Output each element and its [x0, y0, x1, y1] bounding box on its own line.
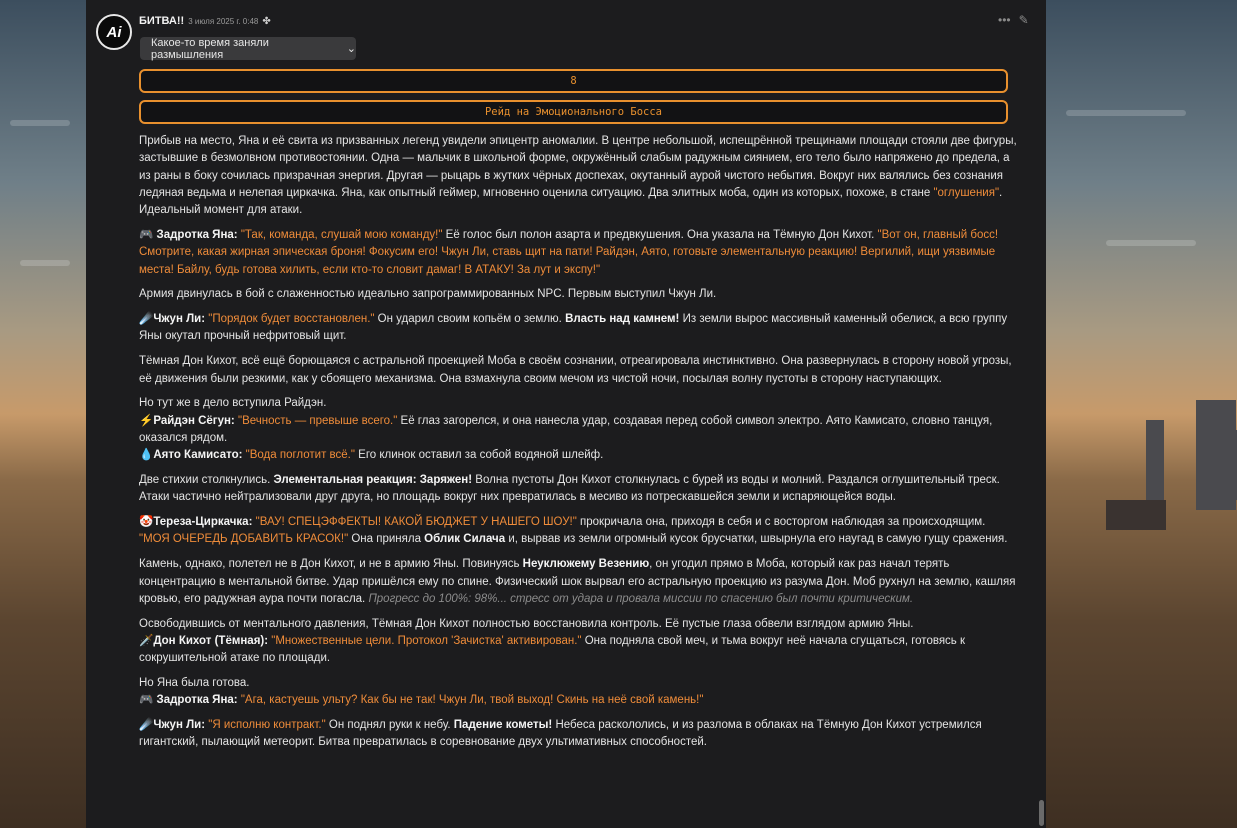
clown-icon: 🤡 — [139, 516, 154, 529]
comet-icon: ☄️ — [139, 313, 154, 326]
edit-pencil-icon[interactable]: ✎ — [1018, 13, 1029, 27]
paragraph: Камень, однако, полетел не в Дон Кихот, и не в армию Яны. Повинуясь Неуклюжему Везению, он угодил прямо в Моба, который как раз начал терять концентрацию в ментальной битве. Удар пришёлся ему по спине. Физический шок вырвал его астральную проекцию из разума Дон. Моб рухнул на землю, кашляя кровью, его радужная аура почти погасла. Прогресс до 100%: 98%... стресс от удара и провала миссии по спасению был почти критическим. — [139, 558, 1016, 605]
gamepad-icon: 🎮 — [139, 228, 154, 241]
timestamp: 3 июля 2025 г. 0:48 — [188, 17, 259, 26]
author-name[interactable]: БИТВА!! — [139, 15, 185, 27]
paragraph: Армия двинулась в бой с слаженностью идеально запрограммированных NPC. Первым выступил Чжун Ли. — [139, 288, 717, 301]
droplet-icon: 💧 — [139, 449, 154, 462]
paragraph: Но Яна была готова. 🎮 Задротка Яна: "Ага, кастуешь ульту? Как бы не так! Чжун Ли, твой выход! Скинь на неё свой камень!" — [139, 677, 704, 707]
thinking-label: Какое-то время заняли размышления — [151, 36, 269, 61]
paragraph: Освободившись от ментального давления, Тёмная Дон Кихот полностью восстановила контроль. Её пустые глаза обвели взглядом армию Яны. 🗡️Дон Кихот (Тёмная): "Множественные цели. Протокол 'Зачистка' активирован." Она подняла свой меч, и тьма вокруг неё начала сгущаться, готовясь к сокрушительной атаке по площади. — [139, 617, 966, 665]
paragraph: Две стихии столкнулись. Элементальная реакция: Заряжен! Волна пустоты Дон Кихот столкнулась с бурей из воды и молний. Раздался оглушительный треск. Атаки частично нейтрализовали друг друга, но площадь вокруг них превратилась в месиво из потрескавшейся земли и испаряющейся воды. — [139, 474, 1000, 504]
pinwheel-icon: ✤ — [262, 16, 271, 27]
chevron-down-icon: ⌄ — [346, 43, 356, 55]
message-header — [139, 15, 271, 27]
paragraph: Но тут же в дело вступила Райдэн. ⚡Райдэн Сёгун: "Вечность — превыше всего." Её глаз загорелся, и она нанесла удар, создавая перед собой символ электро. Аято Камисато, словно танцуя, оказался рядом. 💧Аято Камисато: "Вода поглотит всё." Его клинок оставил за собой водяной шлейф. — [139, 397, 993, 462]
message-content — [139, 133, 1019, 759]
more-icon[interactable]: ••• — [998, 13, 1011, 27]
bot-avatar[interactable] — [96, 14, 132, 50]
comet-icon: ☄️ — [139, 719, 154, 732]
scrollbar-thumb[interactable] — [1039, 800, 1044, 826]
background-right — [1046, 0, 1237, 828]
message-actions — [998, 13, 1029, 27]
paragraph: Прибыв на место, Яна и её свита из призванных легенд увидели эпицентр аномалии. В центре небольшой, испещрённой трещинами площади стояли две фигуры, застывшие в безмолвном противостоянии. Одна — мальчик в школьной форме, окружённый слабым радужным сиянием, его тело было напряжено до предела, а из раны в боку сочилась призрачная энергия. Другая — рыцарь в жутких чёрных доспехах, окутанный аурой чистого небытия. Вокруг них валялись без сознания ледяная ведьма и нелепая циркачка. Яна, как опытный геймер, мгновенно оценила ситуацию. Два элитных моба, один из которых, похоже, в стане "оглушения". Идеальный момент для атаки. — [139, 135, 1017, 217]
chapter-number-box — [139, 69, 1008, 93]
background-left — [0, 0, 86, 828]
paragraph: 🎮 Задротка Яна: "Так, команда, слушай мою команду!" Её голос был полон азарта и предвкушения. Она указала на Тёмную Дон Кихот. "Вот он, главный босс! Смотрите, какая жирная эпическая броня! Фокусим его! Чжун Ли, ставь щит на пати! Райдэн, Аято, готовьте элементальную реакцию! Вергилий, ищи уязвимые места! Байлу, будь готова хилить, если кто-то словит дамаг! В АТАКУ! За лут и экспу!" — [139, 228, 999, 276]
chapter-number: 8 — [570, 75, 577, 87]
thinking-dropdown-button[interactable] — [140, 37, 356, 60]
chapter-title-box — [139, 100, 1008, 124]
gamepad-icon: 🎮 — [139, 694, 154, 707]
paragraph: ☄️Чжун Ли: "Порядок будет восстановлен." Он ударил своим копьём о землю. Власть над камнем! Из земли вырос массивный каменный обелиск, а всю группу Яны окутал прочный нефритовый щит. — [139, 313, 1008, 343]
chapter-title: Рейд на Эмоционального Босса — [484, 106, 662, 118]
lightning-icon: ⚡ — [139, 414, 154, 427]
avatar-text: Ai — [106, 23, 122, 41]
paragraph: ☄️Чжун Ли: "Я исполню контракт." Он поднял руки к небу. Падение кометы! Небеса раскололись, и из разлома в облаках на Тёмную Дон Кихот устремился гигантский, пылающий метеорит. Битва превратилась в соревнование двух ультимативных способностей. — [139, 719, 982, 749]
paragraph: Тёмная Дон Кихот, всё ещё борющаяся с астральной проекцией Моба в своём сознании, отреагировала инстинктивно. Она развернулась в сторону новой угрозы, её движения были резкими, как у сбоящего механизма. Она взмахнула своим мечом из чистой ночи, посылая волну пустоты в сторону наступающих. — [139, 355, 1012, 385]
dagger-icon: 🗡️ — [139, 634, 154, 647]
paragraph: 🤡Тереза-Циркачка: "ВАУ! СПЕЦЭФФЕКТЫ! КАКОЙ БЮДЖЕТ У НАШЕГО ШОУ!" прокричала она, приходя в себя и с восторгом наблюдая за происходящим. "МОЯ ОЧЕРЕДЬ ДОБАВИТЬ КРАСОК!" Она приняла Облик Силача и, вырвав из земли огромный кусок брусчатки, швырнула его наугад в самую гущу сражения. — [139, 516, 1008, 546]
